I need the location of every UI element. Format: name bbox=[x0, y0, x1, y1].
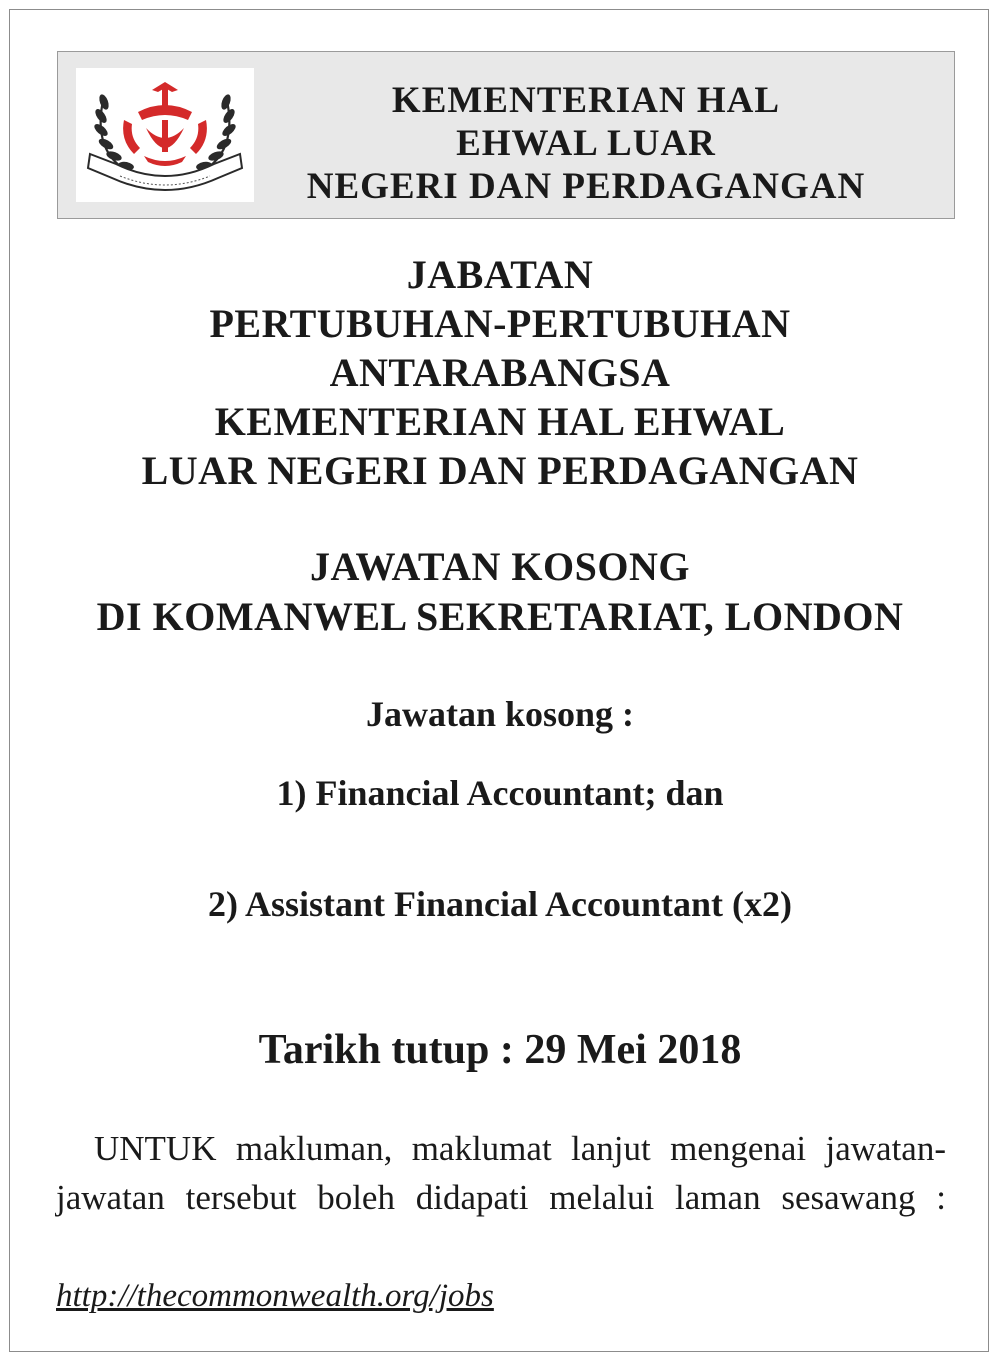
department-line: JABATAN bbox=[406, 252, 594, 297]
ministry-title-line: NEGERI DAN PERDAGANGAN bbox=[306, 166, 866, 207]
department-line: KEMENTERIAN HAL EHWAL bbox=[214, 399, 786, 444]
department-line: PERTUBUHAN-PERTUBUHAN bbox=[209, 301, 791, 346]
vacancy-heading bbox=[0, 542, 1000, 642]
ministry-crest-icon bbox=[76, 68, 254, 202]
jobs-link[interactable]: http://thecommonwealth.org/jobs bbox=[56, 1278, 494, 1314]
ministry-title-line: EHWAL LUAR bbox=[456, 123, 716, 164]
info-text: UNTUK makluman, maklumat lanjut mengenai jawatan-jawatan tersebut boleh didapati melalui laman sesawang : bbox=[56, 1129, 946, 1217]
closing-date: Tarikh tutup : 29 Mei 2018 bbox=[258, 1027, 742, 1073]
ministry-title bbox=[286, 79, 886, 208]
vacancy-label: Jawatan kosong : bbox=[365, 694, 635, 734]
vacancy-heading-line: DI KOMANWEL SEKRETARIAT, LONDON bbox=[96, 594, 904, 639]
ministry-title-line: KEMENTERIAN HAL bbox=[391, 80, 781, 121]
position-item: 2) Assistant Financial Accountant (x2) bbox=[207, 884, 793, 924]
department-line: LUAR NEGERI DAN PERDAGANGAN bbox=[141, 448, 859, 493]
department-heading bbox=[0, 250, 1000, 495]
position-item: 1) Financial Accountant; dan bbox=[276, 773, 724, 813]
department-line: ANTARABANGSA bbox=[329, 350, 671, 395]
ministry-header bbox=[57, 51, 955, 219]
info-paragraph bbox=[56, 1124, 946, 1222]
vacancy-heading-line: JAWATAN KOSONG bbox=[309, 544, 690, 589]
